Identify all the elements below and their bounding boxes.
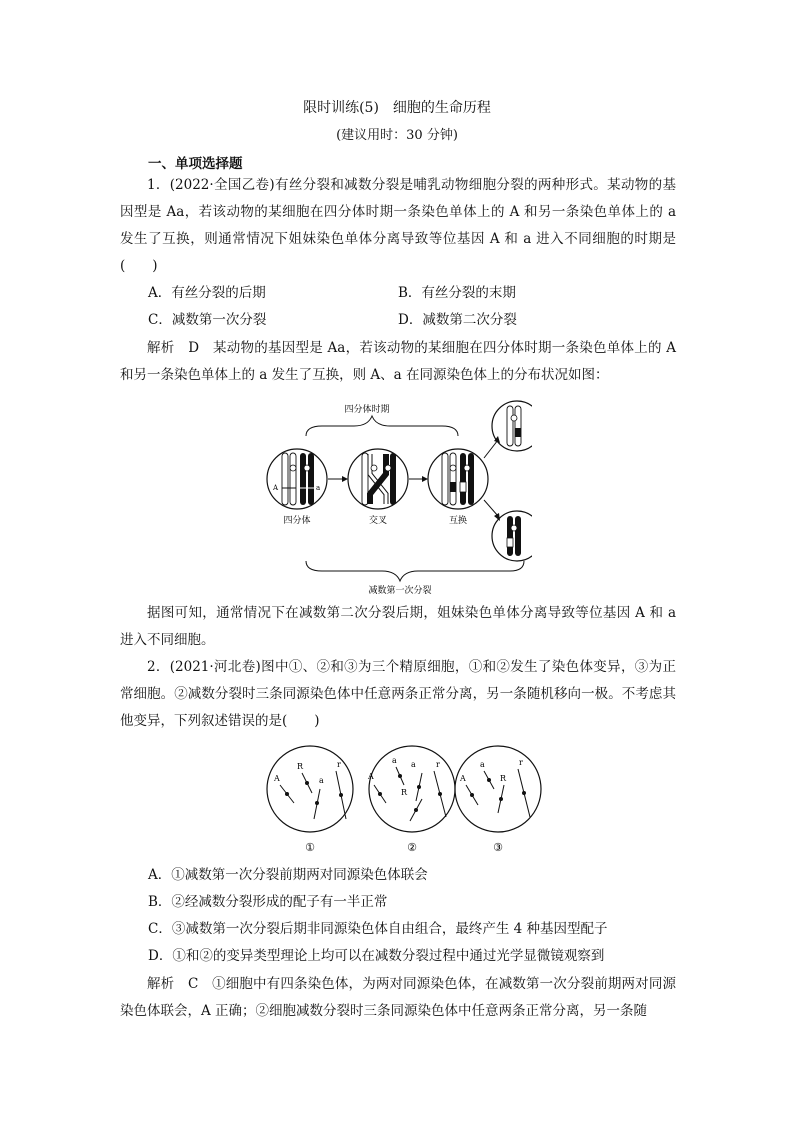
cell-label-exchange: 互换 [448,516,468,526]
gene-label-R: R [500,774,507,783]
page-title: 限时训练(5) 细胞的生命历程 [303,100,491,116]
gene-label-A: A [368,772,374,781]
gene-label-r: r [436,760,440,769]
question-1-stem: 1．(2022·全国乙卷)有丝分裂和减数分裂是哺乳动物细胞分裂的两种形式。某动物的基因型是 Aa，若该动物的某细胞在四分体时期一条染色单体上的 A 和另一条染色单体上的 a 发生了互换，则通常情况下姐妹染色单体分离导致等位基因 A 和 a 进入不同细胞的时期是( ) [120,177,676,274]
cell-label-tetrad: 四分体 [283,516,311,526]
gene-label-r: r [337,760,341,769]
stage-label-tetrad-period: 四分体时期 [344,405,390,415]
stage-label-meiosis-1: 减数第一次分裂 [368,586,432,596]
cell-label-1: ① [305,841,315,854]
cell-3 [455,746,541,832]
gene-label-A: A [460,774,466,783]
question-1-conclusion: 据图可知，通常情况下在减数第二次分裂后期，姐妹染色单体分离导致等位基因 A 和 a 进入不同细胞。 [120,605,676,648]
cell-2 [367,746,455,832]
gene-label-R: R [401,788,408,797]
q2-option-c: C．③减数第一次分裂后期非同源染色体自由组合，最终产生 4 种基因型配子 [148,921,608,937]
gene-label-a: a [392,756,397,765]
question-2-analysis: 解析 C ①细胞中有四条染色体，为两对同源染色体，在减数第一次分裂前期两对同源染色体联会，A 正确；②细胞减数分裂时三条同源染色体中任意两条正常分离，另一条随 [120,976,676,1019]
cell-label-2: ② [407,841,417,854]
gene-label-A: A [273,484,279,492]
q2-option-a: A．①减数第一次分裂前期两对同源染色体联会 [148,867,428,883]
q1-option-d: D．减数第二次分裂 [398,312,517,328]
gene-label-a: a [411,760,416,769]
exchange-cell [428,449,488,509]
crossover-diagram [262,396,532,596]
spermatogonia-diagram [262,745,542,855]
q2-option-b: B．②经减数分裂形成的配子有一半正常 [148,894,388,910]
daughter-cell-top [492,401,532,451]
question-1-analysis: 解析 D 某动物的基因型是 Aa，若该动物的某细胞在四分体时期一条染色单体上的 A 和另一条染色单体上的 a 发生了互换，则 A、a 在同源染色体上的分布状况如图： [120,340,676,383]
cell-label-crossing: 交叉 [368,516,388,526]
gene-label-a: a [480,760,485,769]
q1-option-a: A．有丝分裂的后期 [148,285,266,301]
gene-label-R: R [297,762,304,771]
cell-label-3: ③ [493,841,503,854]
section-heading: 一、单项选择题 [148,156,243,172]
q2-option-d: D．①和②的变异类型理论上均可以在减数分裂过程中通过光学显微镜观察到 [148,948,605,964]
tetrad-cell [267,449,327,509]
q1-option-c: C．减数第一次分裂 [148,312,267,328]
gene-label-A: A [274,774,280,783]
gene-label-a: a [319,776,324,785]
cell-1 [267,746,353,832]
time-suggestion: (建议用时：30 分钟) [336,128,458,143]
q1-option-b: B．有丝分裂的末期 [398,285,516,301]
crossing-cell [348,449,408,509]
gene-label-r: r [519,758,523,767]
question-2-stem: 2．(2021·河北卷)图中①、②和③为三个精原细胞，①和②发生了染色体变异，③为正常细胞。②减数分裂时三条同源染色体中任意两条正常分离，另一条随机移向一极。不考虑其他变异，下列叙述错误的是( ) [120,659,676,729]
gene-label-a: a [316,484,321,492]
